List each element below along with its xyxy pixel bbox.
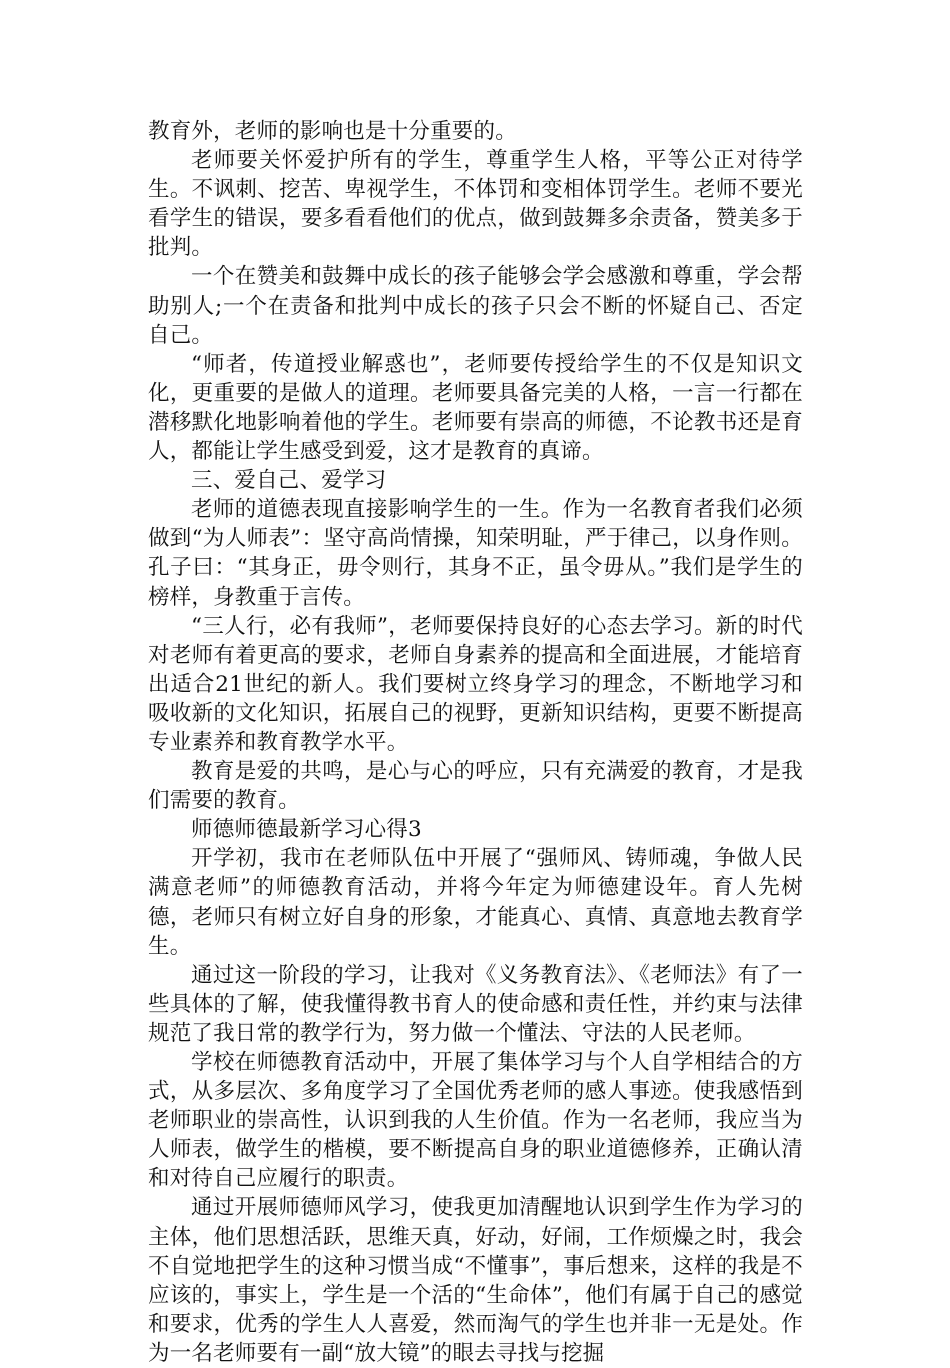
paragraph: “三人行，必有我师”，老师要保持良好的心态去学习。新的时代对老师有着更高的要求，老师自身素养的提高和全面进展，才能培育出适合21世纪的新人。我们要树立终身学习的理念，不断地学习和吸收新的文化知识，拓展自己的视野，更新知识结构，更要不断提高专业素养和教育教学水平。 xyxy=(148,613,803,755)
paragraph: 老师的道德表现直接影响学生的一生。作为一名教育者我们必须做到“为人师表”：坚守高尚情操，知荣明耻，严于律己，以身作则。孔子曰：“其身正，毋令则行，其身不正，虽令毋从。”我们是学生的榜样，身教重于言传。 xyxy=(148,497,803,610)
paragraph: 一个在赞美和鼓舞中成长的孩子能够会学会感激和尊重，学会帮助别人;一个在责备和批判中成长的孩子只会不断的怀疑自己、否定自己。 xyxy=(148,264,803,348)
paragraph: 通过这一阶段的学习，让我对《义务教育法》、《老师法》有了一些具体的了解，使我懂得教书育人的使命感和责任性，并约束与法律规范了我日常的教学行为，努力做一个懂法、守法的人民老师。 xyxy=(148,962,803,1046)
section-heading: 三、爱自己、爱学习 xyxy=(191,468,387,494)
paragraph: 老师要关怀爱护所有的学生，尊重学生人格，平等公正对待学生。不讽刺、挖苦、卑视学生，不体罚和变相体罚学生。老师不要光看学生的错误，要多看看他们的优点，做到鼓舞多余责备，赞美多于批判。 xyxy=(148,148,803,261)
paragraph: 教育是爱的共鸣，是心与心的呼应，只有充满爱的教育，才是我们需要的教育。 xyxy=(148,759,803,814)
paragraph: 学校在师德教育活动中，开展了集体学习与个人自学相结合的方式，从多层次、多角度学习了全国优秀老师的感人事迹。使我感悟到老师职业的崇高性，认识到我的人生价值。作为一名老师，我应当为人师表，做学生的楷模，要不断提高自身的职业道德修养，正确认清和对待自己应履行的职责。 xyxy=(148,1050,803,1192)
paragraph: 开学初，我市在老师队伍中开展了“强师风、铸师魂，争做人民满意老师”的师德教育活动，并将今年定为师德建设年。育人先树德，老师只有树立好自身的形象，才能真心、真情、真意地去教育学生。 xyxy=(148,846,803,959)
paragraph: 通过开展师德师风学习，使我更加清醒地认识到学生作为学习的主体，他们思想活跃，思维天真，好动，好闹，工作烦燥之时，我会不自觉地把学生的这种习惯当成“不懂事”，事后想来，这样的我是不应该的，事实上，学生是一个活的“生命体”，他们有属于自己的感觉和要求，优秀的学生人人喜爱，然而淘气的学生也并非一无是处。作为一名老师要有一副“放大镜”的眼去寻找与挖掘 xyxy=(148,1195,803,1366)
document-page xyxy=(148,117,803,1368)
paragraph: “师者，传道授业解惑也”，老师要传授给学生的不仅是知识文化，更重要的是做人的道理。老师要具备完美的人格，一言一行都在潜移默化地影响着他的学生。老师要有崇高的师德，不论教书还是育人，都能让学生感受到爱，这才是教育的真谛。 xyxy=(148,351,803,465)
paragraph: 教育外，老师的影响也是十分重要的。 xyxy=(148,119,517,144)
article-heading: 师德师德最新学习心得3 xyxy=(191,817,422,843)
